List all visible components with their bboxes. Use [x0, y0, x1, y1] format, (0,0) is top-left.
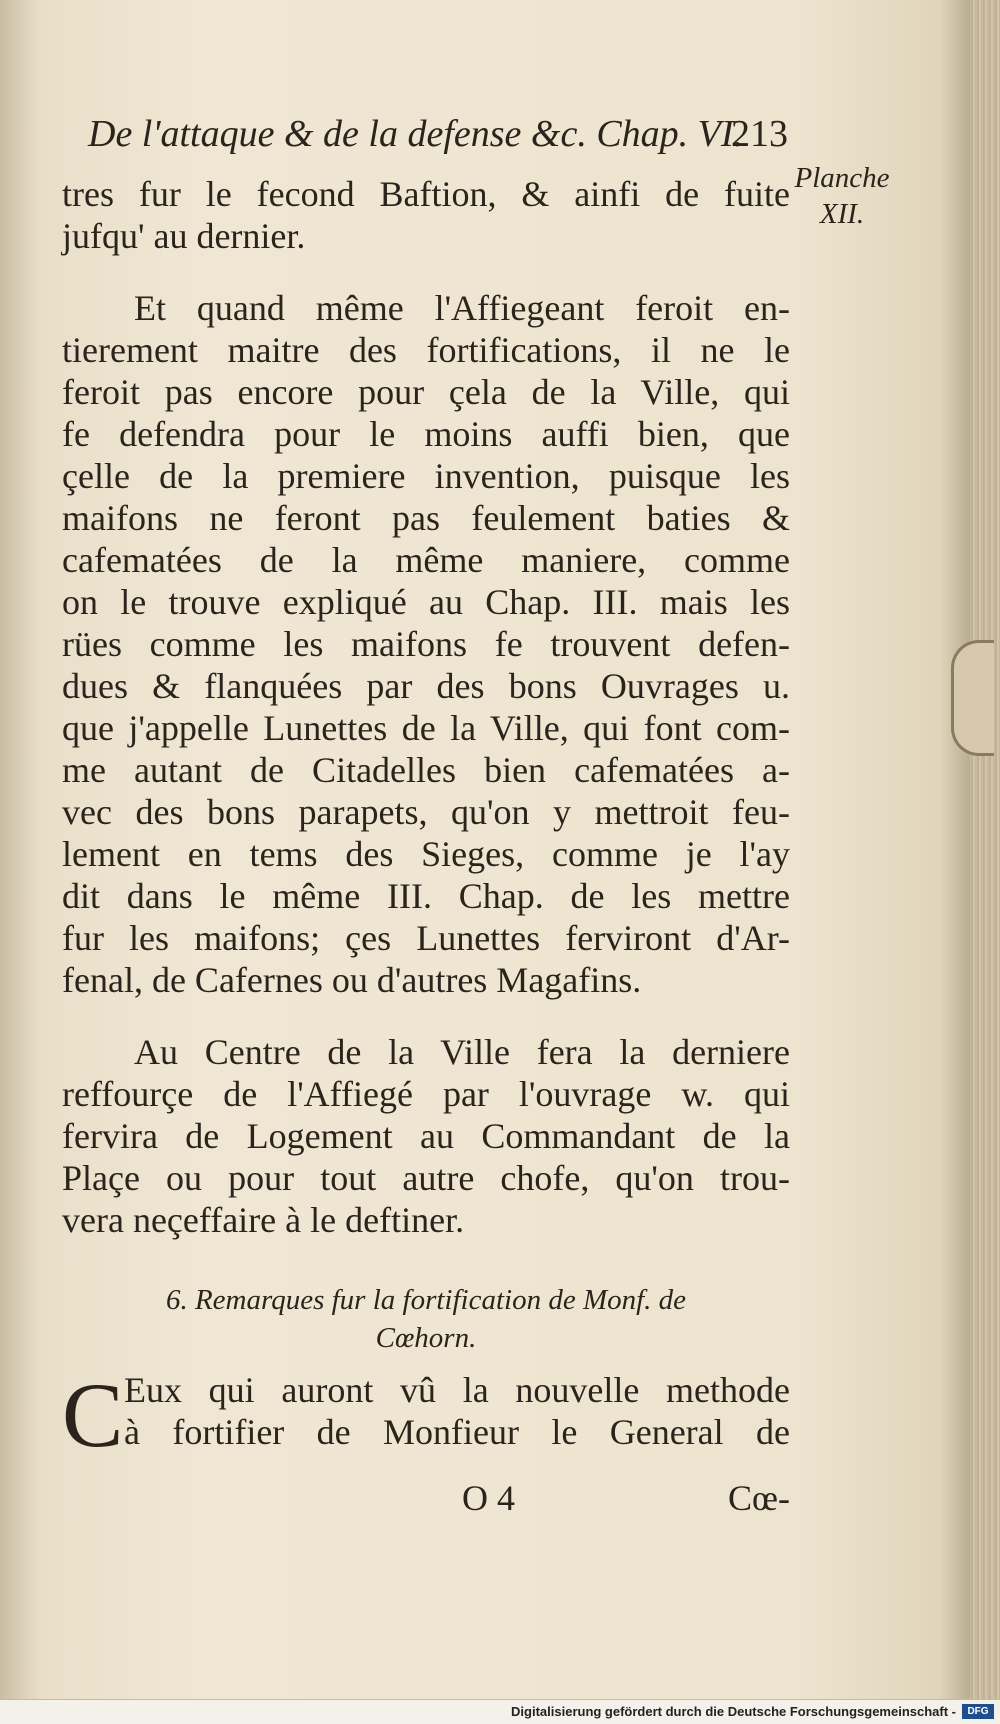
text-line: Au Centre de la Ville fera la derniere [134, 1032, 790, 1072]
section-heading-line: 6. Remarques fur la fortification de Monf. de [165, 1284, 687, 1316]
text-line: feroit pas encore pour çela de la Ville, qui [62, 372, 790, 412]
text-line: Eux qui auront vû la nouvelle methode [124, 1370, 790, 1410]
text-line: fervira de Logement au Commandant de la [62, 1116, 790, 1156]
text-line: tres fur le fecond Baftion, & ainfi de fuite [62, 174, 790, 214]
text-line: maifons ne feront pas feulement baties & [62, 498, 790, 538]
text-line: on le trouve expliqué au Chap. III. mais les [62, 582, 790, 622]
text-line: vec des bons parapets, qu'on y mettroit feu- [62, 792, 790, 832]
paragraph-2 [62, 287, 790, 1001]
page-foot [62, 1477, 790, 1519]
text-line: fenal, de Cafernes ou d'autres Magafins. [62, 960, 642, 1000]
dfg-logo: DFG [962, 1704, 994, 1719]
book-clasp [951, 640, 994, 756]
text-line: çelle de la premiere invention, puisque les [62, 456, 790, 496]
text-line: que j'appelle Lunettes de la Ville, qui font com- [62, 708, 790, 748]
text-line: me autant de Citadelles bien cafematées a- [62, 750, 790, 790]
margin-note-line: Planche [794, 162, 890, 194]
text-line: fe defendra pour le moins auffi bien, que [62, 414, 790, 454]
text-line: lement en tems des Sieges, comme je l'ay [62, 834, 790, 874]
catchword: Cœ- [728, 1478, 790, 1518]
signature-mark: O 4 [462, 1478, 515, 1518]
paragraph-3 [62, 1031, 790, 1241]
text-line: dit dans le même III. Chap. de les mettre [62, 876, 790, 916]
text-line: reffourçe de l'Affiegé par l'ouvrage w. qui [62, 1074, 790, 1114]
text-line: à fortifier de Monfieur le General de [124, 1412, 790, 1452]
paragraph-1 [62, 173, 790, 257]
text-line: rües comme les maifons fe trouvent defen- [62, 624, 790, 664]
section-heading-line: Cœhorn. [375, 1322, 477, 1354]
text-line: jufqu' au dernier. [62, 216, 306, 256]
margin-note-line: XII. [819, 198, 865, 230]
section-heading [62, 1281, 790, 1357]
running-head-title: De l'attaque & de la defense &c. Chap. VI. [88, 113, 744, 155]
paragraph-4 [62, 1364, 790, 1466]
text-line: dues & flanquées par des bons Ouvrages u. [62, 666, 790, 706]
page-number: 213 [731, 113, 788, 155]
footer-credit: Digitalisierung gefördert durch die Deutsche Forschungsgemeinschaft - [511, 1704, 956, 1719]
margin-note [792, 160, 892, 232]
text-line: fur les maifons; çes Lunettes ferviront d'Ar- [62, 918, 790, 958]
text-line: cafematées de la même maniere, comme [62, 540, 790, 580]
digitization-footer [0, 1699, 1000, 1724]
text-line: vera neçeffaire à le deftiner. [62, 1200, 465, 1240]
text-line: Et quand même l'Affiegeant feroit en- [134, 288, 790, 328]
text-line: Plaçe ou pour tout autre chofe, qu'on trou- [62, 1158, 790, 1198]
body-text [62, 173, 790, 1466]
text-line: tierement maitre des fortifications, il ne le [62, 330, 790, 370]
running-head [88, 112, 788, 158]
drop-capital: C [62, 1364, 124, 1466]
page-edge [970, 0, 1000, 1700]
